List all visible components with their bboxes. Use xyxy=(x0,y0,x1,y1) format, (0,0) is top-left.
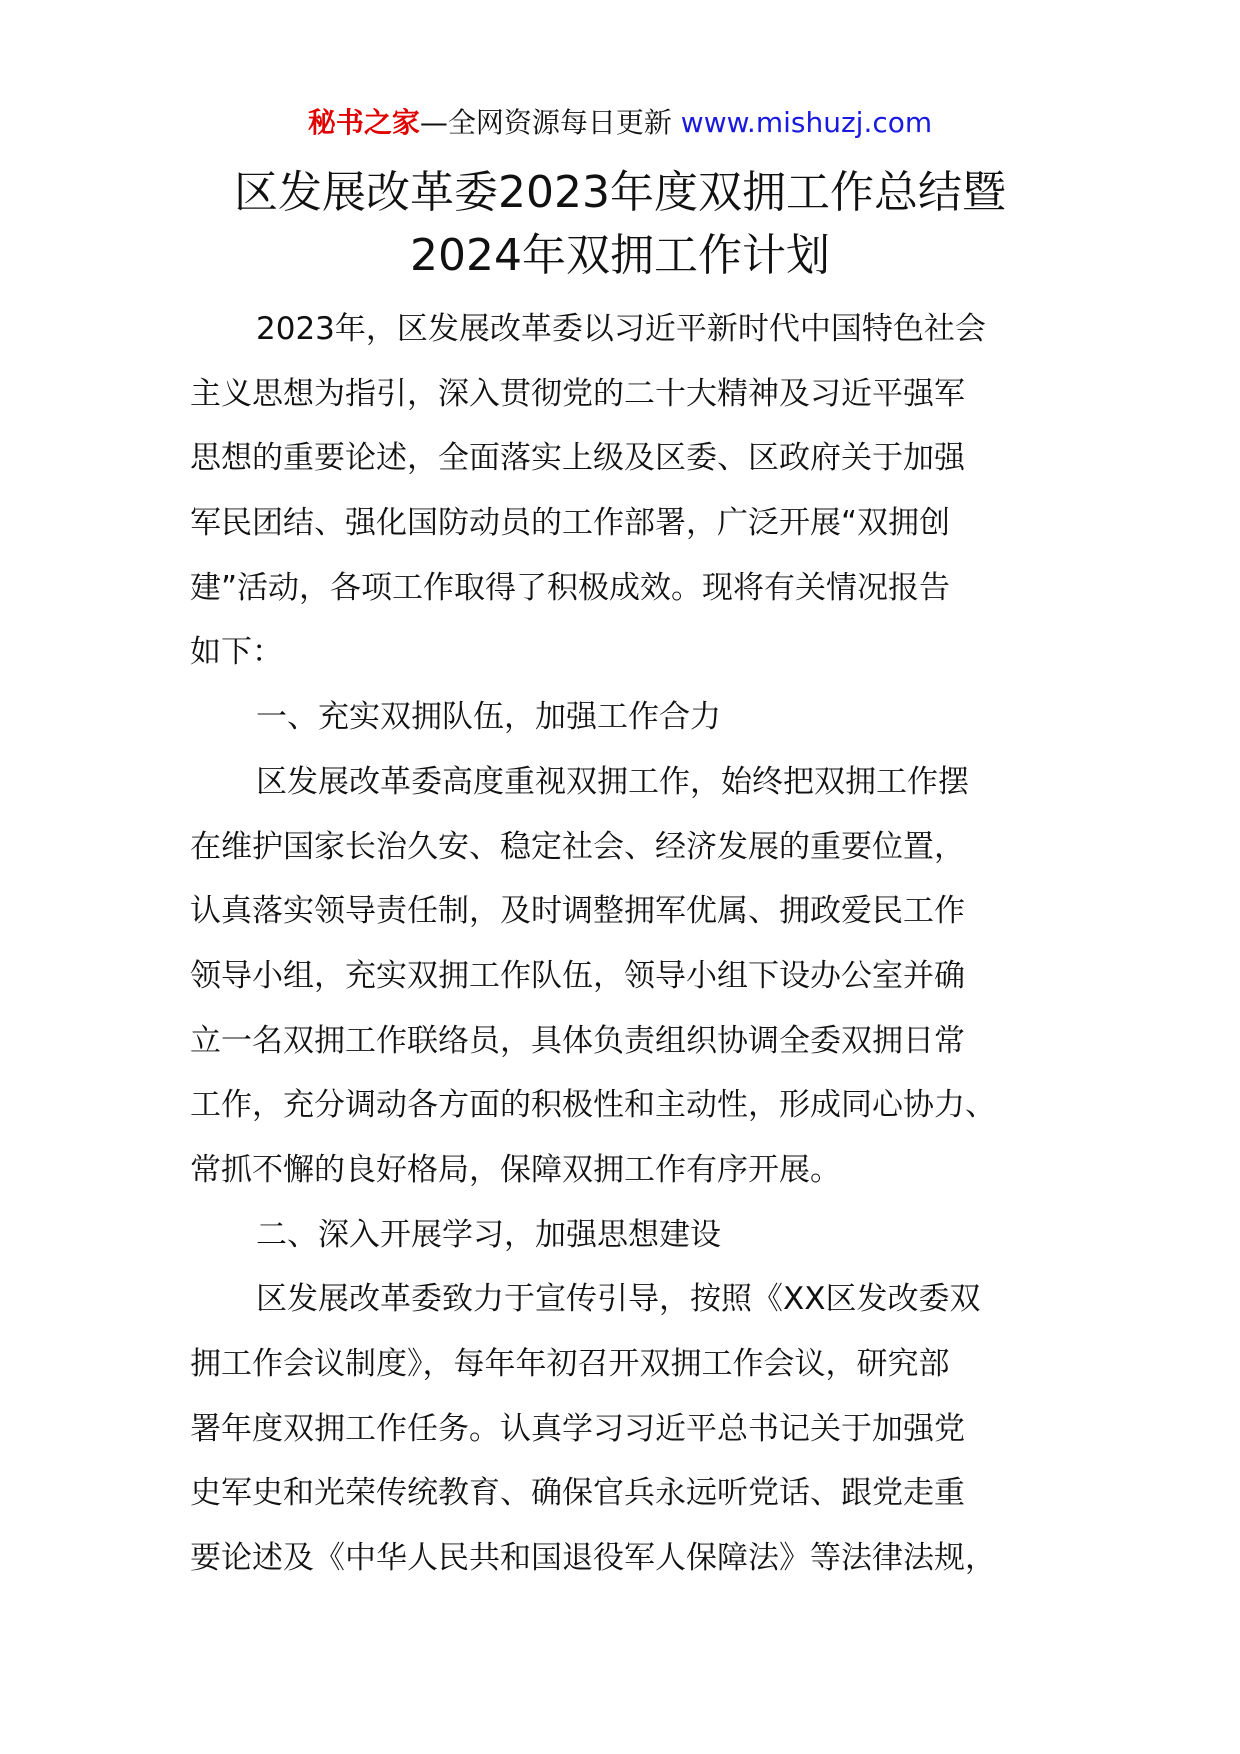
brand-name: 秘书之家 xyxy=(307,106,420,139)
document-title-line-1: 区发展改革委2023年度双拥工作总结暨 xyxy=(234,167,1006,218)
paragraph-2-line: 常抓不懈的良好格局，保障双拥工作有序开展。 xyxy=(190,1151,841,1188)
document-title-line-2: 2024年双拥工作计划 xyxy=(410,230,830,281)
site-url-link[interactable]: www.mishuzj.com xyxy=(680,106,933,139)
paragraph-3-line: 署年度双拥工作任务。认真学习习近平总书记关于加强党 xyxy=(190,1410,965,1447)
header-slogan: —全网资源每日更新 xyxy=(419,106,672,139)
site-header xyxy=(0,101,1240,145)
document-body xyxy=(190,297,1070,1591)
paragraph-1-line: 军民团结、强化国防动员的工作部署，广泛开展“双拥创 xyxy=(190,505,951,542)
paragraph-2-line: 在维护国家长治久安、稳定社会、经济发展的重要位置， xyxy=(190,828,965,865)
paragraph-1-line: 2023年，区发展改革委以习近平新时代中国特色社会 xyxy=(256,311,986,347)
paragraph-3-line: 要论述及《中华人民共和国退役军人保障法》等法律法规， xyxy=(190,1540,996,1577)
paragraph-1-line: 如下： xyxy=(190,634,283,671)
section-heading-1: 一、充实双拥队伍，加强工作合力 xyxy=(256,699,721,736)
paragraph-2-line: 认真落实领导责任制，及时调整拥军优属、拥政爱民工作 xyxy=(190,893,965,930)
section-heading-2: 二、深入开展学习，加强思想建设 xyxy=(256,1216,721,1253)
paragraph-3-line: 区发展改革委致力于宣传引导，按照《XX区发改委双 xyxy=(256,1281,981,1318)
paragraph-2-line: 立一名双拥工作联络员，具体负责组织协调全委双拥日常 xyxy=(190,1022,965,1059)
paragraph-1-line: 主义思想为指引，深入贯彻党的二十大精神及习近平强军 xyxy=(190,375,965,412)
paragraph-2-line: 领导小组，充实双拥工作队伍，领导小组下设办公室并确 xyxy=(190,957,965,994)
paragraph-2-line: 区发展改革委高度重视双拥工作，始终把双拥工作摆 xyxy=(256,763,969,800)
paragraph-3-line: 史军史和光荣传统教育、确保官兵永远听党话、跟党走重 xyxy=(190,1475,965,1512)
paragraph-2-line: 工作，充分调动各方面的积极性和主动性，形成同心协力、 xyxy=(190,1087,996,1124)
paragraph-1-line: 建”活动，各项工作取得了积极成效。现将有关情况报告 xyxy=(190,569,951,606)
paragraph-3-line: 拥工作会议制度》，每年年初召开双拥工作会议，研究部 xyxy=(190,1346,950,1382)
paragraph-1-line: 思想的重要论述，全面落实上级及区委、区政府关于加强 xyxy=(190,440,965,477)
